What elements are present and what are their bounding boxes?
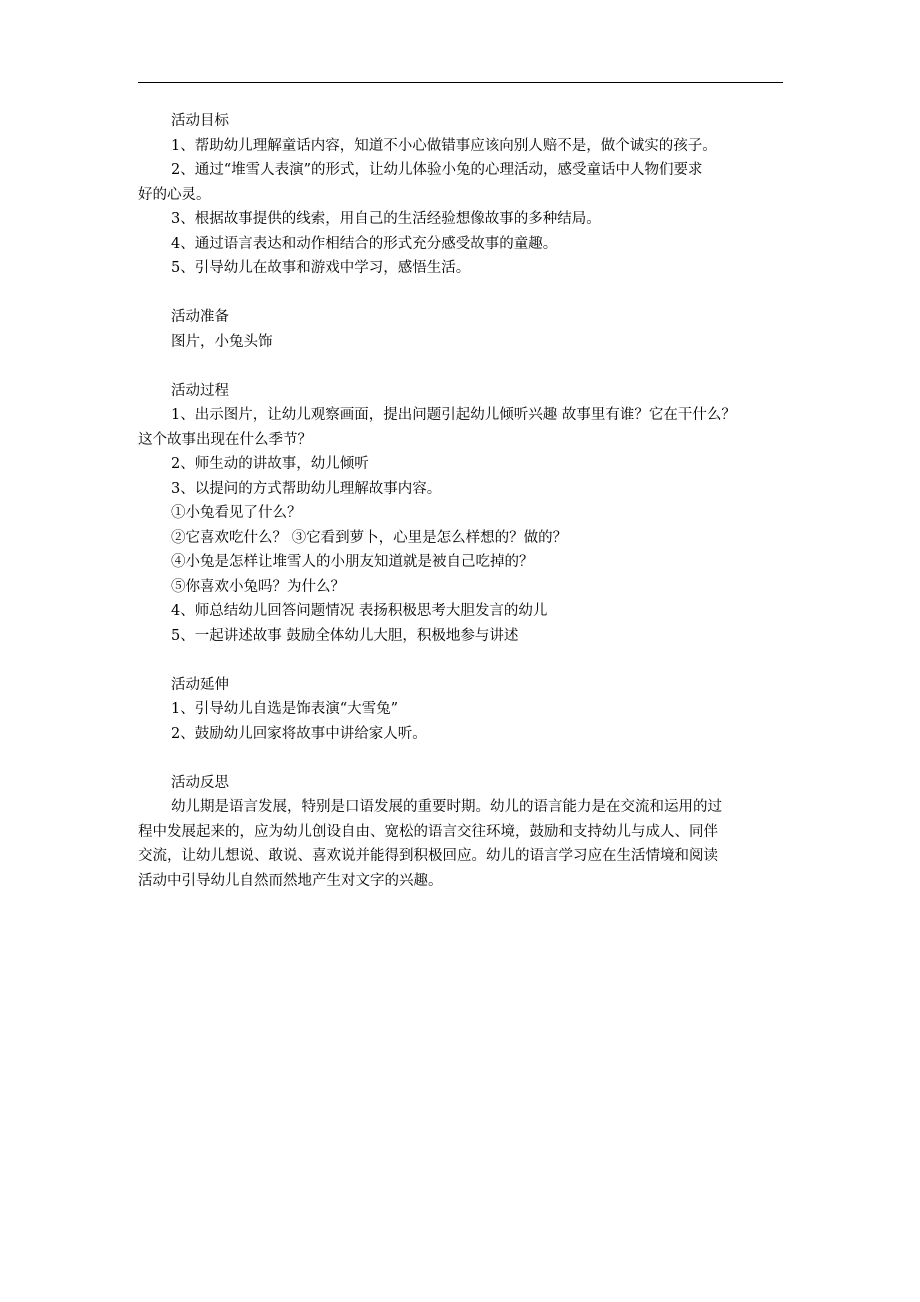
process-step-4: 4、师总结幼儿回答问题情况 表扬积极思考大胆发言的幼儿 <box>171 603 548 619</box>
goals-heading: 活动目标 <box>171 113 229 129</box>
preparation-text: 图片，小兔头饰 <box>171 333 273 350</box>
process-question-4: ④小兔是怎样让堆雪人的小朋友知道就是被自己吃掉的？ <box>171 554 534 570</box>
process-step-1-line-2: 这个故事出现在什么季节？ <box>138 431 312 448</box>
process-step-5: 5、一起讲述故事 鼓励全体幼儿大胆，积极地参与讲述 <box>171 627 519 644</box>
preparation-section <box>138 305 783 354</box>
goal-item-1: 1、帮助幼儿理解童话内容，知道不小心做错事应该向别人赔不是，做个诚实的孩子。 <box>171 137 717 154</box>
extension-section <box>138 673 783 747</box>
reflection-heading: 活动反思 <box>171 774 229 791</box>
document-body <box>138 109 783 893</box>
goal-item-2-line-1: 2、通过“堆雪人表演”的形式，让幼儿体验小兔的心理活动，感受童话中人物们要求 <box>171 162 703 178</box>
process-step-3: 3、以提问的方式帮助幼儿理解故事内容。 <box>171 480 442 497</box>
reflection-section <box>138 771 783 894</box>
process-step-1-line-1: 1、出示图片，让幼儿观察画面，提出问题引起幼儿倾听兴趣 故事里有谁？它在干什么？ <box>171 407 736 423</box>
goal-item-5: 5、引导幼儿在故事和游戏中学习，感悟生活。 <box>171 260 471 276</box>
reflection-line-1: 幼儿期是语言发展，特别是口语发展的重要时期。幼儿的语言能力是在交流和运用的过 <box>171 799 722 815</box>
extension-item-1: 1、引导幼儿自选是饰表演“大雪兔” <box>171 701 399 717</box>
reflection-line-4: 活动中引导幼儿自然而然地产生对文字的兴趣。 <box>138 872 443 889</box>
process-question-5: ⑤你喜欢小兔吗？为什么？ <box>171 578 345 595</box>
process-question-2: ②它喜欢吃什么？ ③它看到萝卜，心里是怎么样想的？做的？ <box>171 529 568 546</box>
process-heading: 活动过程 <box>171 382 229 399</box>
process-section <box>138 379 783 649</box>
process-question-1: ①小兔看见了什么？ <box>171 505 302 521</box>
preparation-heading: 活动准备 <box>171 309 229 325</box>
reflection-line-2: 程中发展起来的，应为幼儿创设自由、宽松的语言交往环境，鼓励和支持幼儿与成人、同伴 <box>138 823 718 840</box>
goal-item-2-line-2: 好的心灵。 <box>138 186 211 203</box>
extension-item-2: 2、鼓励幼儿回家将故事中讲给家人听。 <box>171 725 427 742</box>
header-rule <box>138 82 783 83</box>
process-step-2: 2、师生动的讲故事，幼儿倾听 <box>171 456 369 472</box>
goals-section <box>138 109 783 281</box>
extension-heading: 活动延伸 <box>171 676 229 693</box>
goal-item-4: 4、通过语言表达和动作相结合的形式充分感受故事的童趣。 <box>171 235 558 252</box>
reflection-line-3: 交流，让幼儿想说、敢说、喜欢说并能得到积极回应。幼儿的语言学习应在生活情境和阅读 <box>138 848 718 864</box>
goal-item-3: 3、根据故事提供的线索，用自己的生活经验想像故事的多种结局。 <box>171 211 601 227</box>
